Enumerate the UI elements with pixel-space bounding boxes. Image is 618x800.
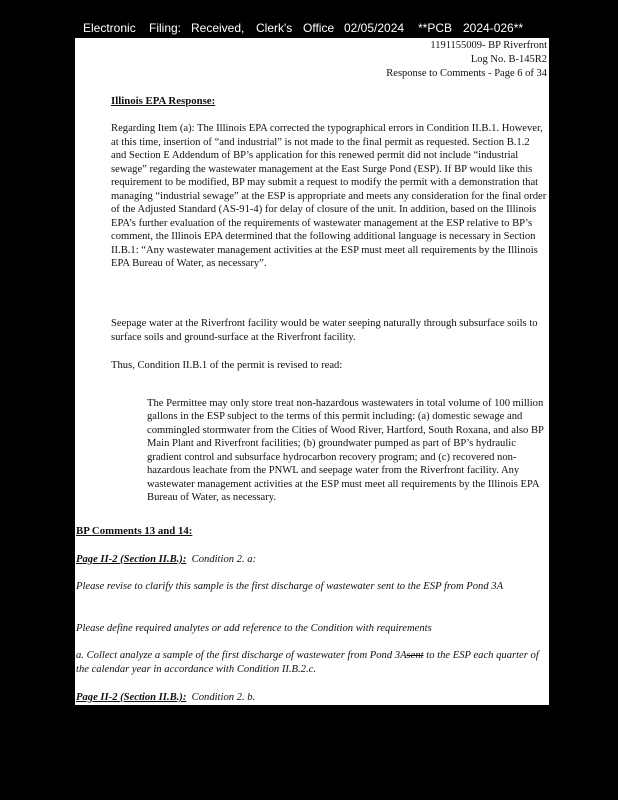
stamp-number: 2024-026** [463,21,524,35]
stamp-office: Office [303,21,335,35]
comment-1-text-3: a. Collect analyze a sample of the first discharge of wastewater from Pond 3Asent to the ESP each quarter of the calendar year in accordance with Condition II.B.2.c. [76,650,539,675]
response-heading: Illinois EPA Response: [111,95,216,107]
response-paragraph-1: Regarding Item (a): The Illinois EPA corrected the typographical errors in Condition II.B.1. However, at this time, insertion of “and industrial” is not made to the final permit as requested. Section B.1.2 and Section E Addendum of BP’s application for this renewed permit did not include “industrial sewage” regarding the wastewater management at the East Surge Pond (ESP). If BP would like this requirement to be modified, BP may submit a request to modify the permit with a demonstration that managing “industrial sewage” at the ESP is appropriate and meets any consideration for the final order of the Adjusted Standard (AS-91-4) for delay of closure of the unit. In addition, based on the Illinois EPA’s further evaluation of the requirements of wastewater management at the ESP relative to BP’s comment, the Illinois EPA determined that the following additional language is necessary in Section II.B.1: “Any wastewater management activities at the ESP must meet all requirements by the Illinois EPA Bureau of Water, as necessary”. [111,123,547,270]
stamp-received: Received, [191,21,245,35]
stamp-pcb: **PCB [418,21,453,35]
header-permit: 1191155009- BP Riverfront [430,40,547,51]
struck-text: sent [406,650,424,661]
comment-1-text-2: Please define required analytes or add reference to the Condition with requirements [76,623,432,634]
stamp-filing: Filing: [149,21,182,35]
comments-heading: BP Comments 13 and 14: [76,525,193,537]
document-page [75,38,549,705]
comment-2-ref: Page II-2 (Section II.B.): Condition 2. b. [76,692,256,703]
comment-1-ref: Page II-2 (Section II.B.): Condition 2. a: [76,554,257,565]
response-paragraph-3: Thus, Condition II.B.1 of the permit is revised to read: [111,360,343,371]
header-page-ref: Response to Comments - Page 6 of 34 [386,68,547,79]
stamp-date: 02/05/2024 [344,21,405,35]
filing-stamp [0,18,618,38]
stamp-clerks: Clerk's [256,21,293,35]
comment-1-text-1: Please revise to clarify this sample is the first discharge of wastewater sent to the ESP from Pond 3A [76,581,504,592]
response-paragraph-2: Seepage water at the Riverfront facility would be water seeping naturally through subsurface soils to surface soils and ground-surface at the Riverfront facility. [111,318,538,343]
revised-condition-quote: The Permittee may only store treat non-hazardous wastewaters in total volume of 100 million gallons in the ESP subject to the terms of this permit including: (a) domestic sewage and commingled stormwater from the Cities of Wood River, Hartford, South Roxana, and also BP Main Plant and Riverfront facilities; (b) groundwater pumped as part of BP’s hydraulic gradient control and subsurface hydrocarbon recovery program; and (c) recovered non-hazardous leachate from the PNWL and seepage water from the Riverfront facility. Any wastewater management activities at the ESP must meet all requirements by the Illinois EPA Bureau of Water, as necessary. [147,397,544,504]
stamp-electronic: Electronic [83,21,136,35]
header-log: Log No. B-145R2 [470,54,547,65]
